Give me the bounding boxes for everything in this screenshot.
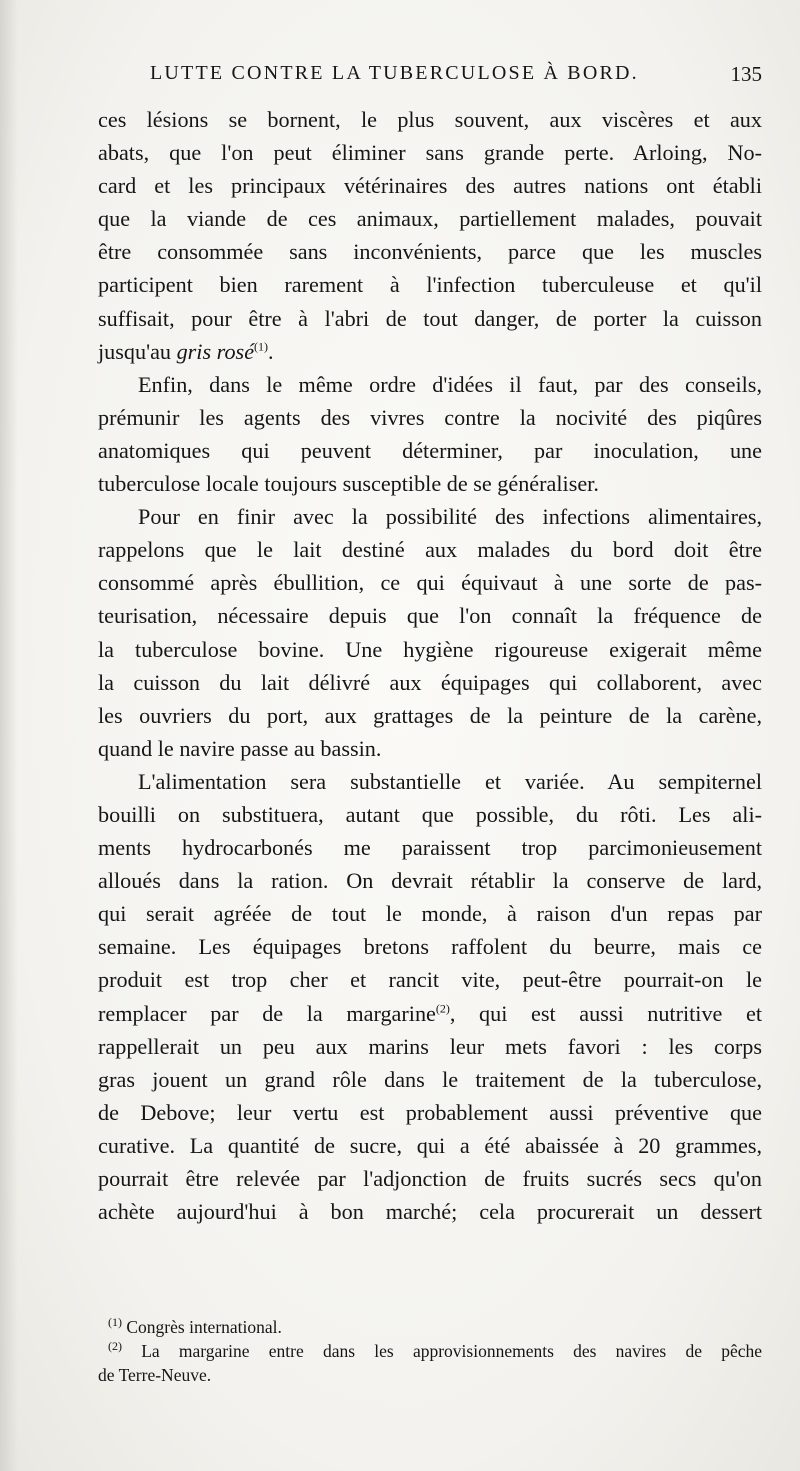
text-line: rappellerait un peu aux marins leur mets favori : les corps — [98, 1033, 762, 1059]
text-line: card et les principaux vétérinaires des autres nations ont établi — [98, 173, 762, 199]
text-line: Pour en finir avec la possibilité des infections alimentaires, — [138, 504, 762, 530]
text-line: produit est trop cher et rancit vite, peut-être pourrait-on le — [98, 967, 762, 993]
text-line: rappelons que le lait destiné aux malades du bord doit être — [98, 537, 762, 563]
text-line: abats, que l'on peut éliminer sans grande perte. Arloing, No- — [98, 140, 762, 166]
text-line: pourrait être relevée par l'adjonction de fruits sucrés secs qu'on — [98, 1166, 762, 1191]
running-head — [98, 62, 762, 96]
page-number: 135 — [730, 62, 762, 86]
text-line: les ouvriers du port, aux grattages de la peinture de la carène, — [98, 702, 762, 728]
running-head-title: LUTTE CONTRE LA TUBERCULOSE À BORD. — [150, 62, 639, 84]
text-line: tuberculose locale toujours susceptible de se généraliser. — [98, 471, 599, 497]
text-line: qui serait agréée de tout le monde, à raison d'un repas par — [98, 901, 762, 927]
text-fragment: jusqu'au — [98, 338, 177, 364]
text-fragment: , qui est aussi nutritive et — [449, 1000, 763, 1026]
footnote-text: La margarine entre dans les approvisionnements des navires de pêche — [141, 1341, 762, 1361]
text-line: teurisation, nécessaire depuis que l'on connaît la fréquence de — [98, 603, 762, 629]
text-line: quand le navire passe au bassin. — [98, 735, 382, 761]
footnotes — [98, 1315, 762, 1387]
text-line: consommé après ébullition, ce qui équivaut à une sorte de pas- — [98, 570, 762, 596]
text-line: de Debove; leur vertu est probablement aussi préventive que — [98, 1099, 762, 1125]
text-line: jusqu'au gris rosé$^{(1)}$. — [98, 338, 274, 364]
footnote-2-continued: de Terre-Neuve. — [98, 1365, 212, 1385]
text-line: Enfin, dans le même ordre d'idées il faut, par des conseils, — [138, 371, 762, 397]
text-line: ces lésions se bornent, le plus souvent, aux viscères et aux — [98, 107, 762, 132]
footnote-marker-2: (2) — [108, 1339, 122, 1354]
footnote-ref-2: (2) — [435, 1001, 450, 1016]
footnote-text: Congrès international. — [126, 1317, 282, 1337]
text-line: suffisait, pour être à l'abri de tout danger, de porter la cuisson — [98, 305, 762, 331]
page-edge-shadow — [0, 0, 18, 1471]
text-line: L'alimentation sera substantielle et variée. Au sempiternel — [138, 768, 762, 794]
text-line: gras jouent un grand rôle dans le traitement de la tuberculose, — [98, 1066, 762, 1092]
text-line: prémunir les agents des vivres contre la nocivité des piqûres — [98, 404, 762, 430]
text-line: anatomiques qui peuvent déterminer, par inoculation, une — [98, 437, 762, 463]
text-fragment: remplacer par de la margarine — [98, 1000, 436, 1026]
footnote-2 — [98, 1339, 762, 1363]
text-line — [98, 997, 762, 1030]
text-line: la tuberculose bovine. Une hygiène rigoureuse exigerait même — [98, 636, 762, 662]
footnote-marker-1: (1) — [108, 1315, 122, 1330]
italic-phrase: gris rosé — [176, 338, 255, 364]
text-line: semaine. Les équipages bretons raffolent du beurre, mais ce — [98, 934, 762, 960]
text-line: la cuisson du lait délivré aux équipages qui collaborent, avec — [98, 669, 762, 695]
text-line: bouilli on substituera, autant que possible, du rôti. Les ali- — [98, 801, 762, 827]
text-line: être consommée sans inconvénients, parce que les muscles — [98, 239, 762, 265]
text-line: achète aujourd'hui à bon marché; cela procurerait un dessert — [98, 1199, 762, 1225]
text-line: ments hydrocarbonés me paraissent trop parcimonieusement — [98, 835, 762, 861]
text-line: curative. La quantité de sucre, qui a été abaissée à 20 grammes, — [98, 1132, 762, 1158]
text-line: alloués dans la ration. On devrait rétablir la conserve de lard, — [98, 868, 762, 894]
footnote-ref-1: (1) — [254, 339, 269, 354]
body-text — [98, 103, 762, 1228]
text-line: que la viande de ces animaux, partiellement malades, pouvait — [98, 206, 762, 232]
footnote-1 — [98, 1315, 762, 1339]
text-line: participent bien rarement à l'infection tuberculeuse et qu'il — [98, 272, 762, 298]
